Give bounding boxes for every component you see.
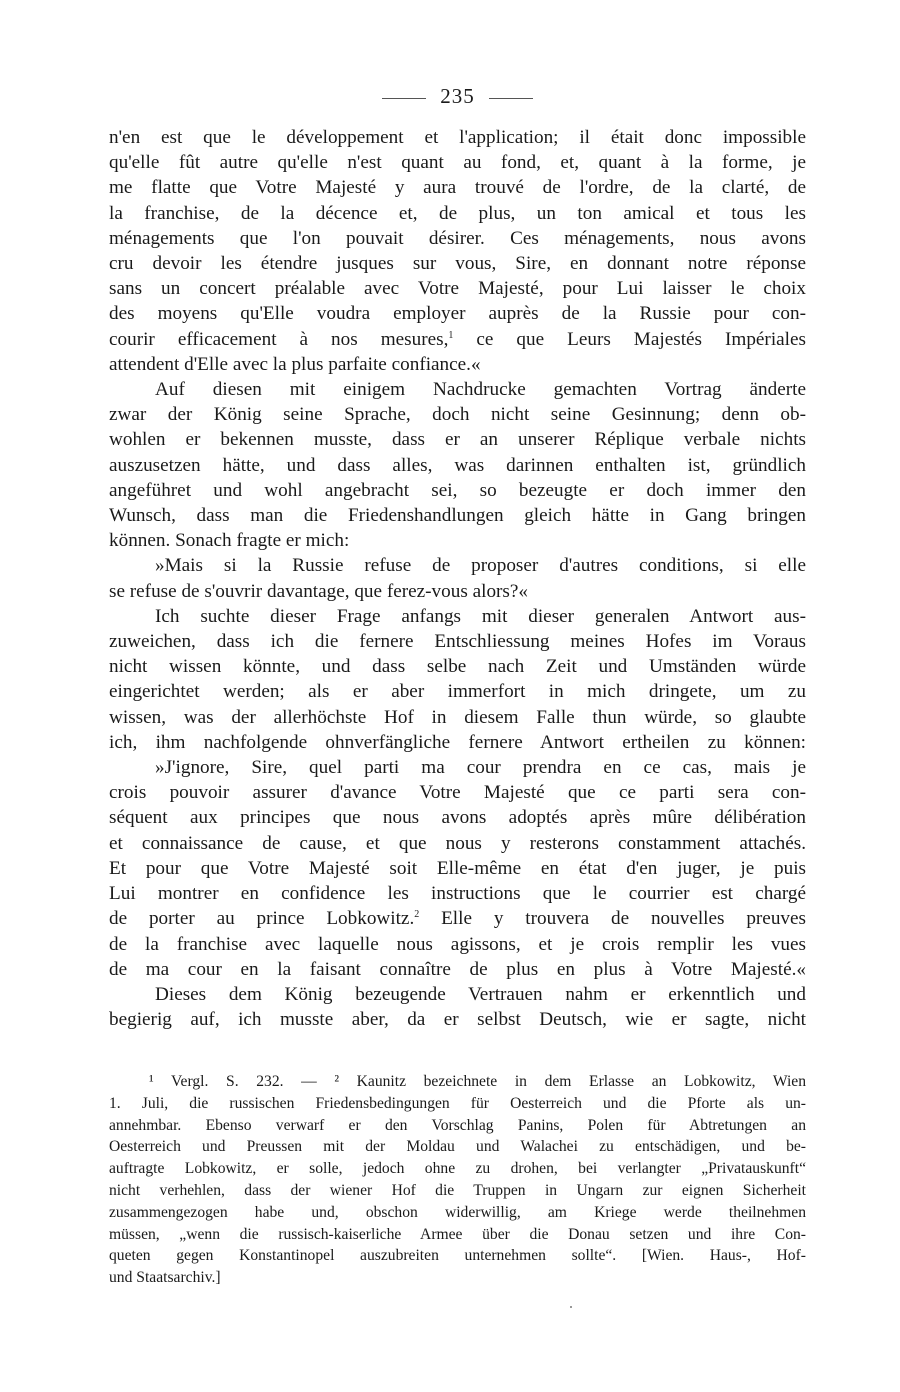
body-line: Ich suchte dieser Frage anfangs mit dieser generalen Antwort aus- [155,605,806,627]
footnote-marker: 1 [448,329,454,341]
page-number: 235 [440,84,475,108]
body-line: n'en est que le développement et l'application; il était donc impossible [109,127,806,148]
body-line: de porter au prince Lobkowitz.$^2$ Elle y trouvera de nouvelles preuves [109,908,806,930]
footnote-line: ¹ Vergl. S. 232. — ² Kaunitz bezeichnete in dem Erlasse an Lobkowitz, Wien [149,1073,806,1090]
body-text [109,125,806,1032]
body-line: des moyens qu'Elle voudra employer auprès de la Russie pour con- [109,303,806,325]
body-line: Auf diesen mit einigem Nachdrucke gemachten Vortrag änderte [155,379,806,401]
footnote-line: und Staatsarchiv.] [109,1269,221,1287]
body-line: ich, ihm nachfolgende ohnverfängliche fernere Antwort ertheilen zu können: [109,731,806,753]
body-line: »Mais si la Russie refuse de proposer d'autres conditions, si elle [155,555,806,577]
body-line: se refuse de s'ouvrir davantage, que ferez-vous alors?« [109,580,529,602]
body-line: sans un concert préalable avec Votre Majesté, pour Lui laisser le choix [109,278,806,300]
body-line: können. Sonach fragte er mich: [109,530,350,552]
body-line: et connaissance de cause, et que nous y resterons constamment attachés. [109,832,806,854]
body-line: ménagements que l'on pouvait désirer. Ces ménagements, nous avons [109,227,806,249]
body-line: wohlen er bekennen musste, dass er an unserer Réplique verbale nichts [109,429,806,451]
page-header [109,84,806,109]
body-line: crois pouvoir assurer d'avance Votre Majesté que ce parti sera con- [109,782,806,804]
body-line: nicht wissen könnte, und dass selbe nach Zeit und Umständen würde [109,656,806,678]
body-line: cru devoir les étendre jusques sur vous, Sire, en donnant notre réponse [109,253,806,275]
body-line: qu'elle fût autre qu'elle n'est quant au fond, et, quant à la forme, je [109,152,806,174]
header-rule-left [382,98,426,99]
body-line: de la franchise avec laquelle nous agissons, et je crois remplir les vues [109,933,806,955]
footnote-line: auftragte Lobkowitz, er solle, jedoch ohne zu drohen, bei verlangter „Privatauskunft“ [109,1160,806,1178]
body-line: zwar der König seine Sprache, doch nicht seine Gesinnung; denn ob- [109,404,806,426]
footnote-line: Oesterreich und Preussen mit der Moldau und Walachei zu entschädigen, und be- [109,1138,806,1156]
footnotes [109,1071,806,1289]
body-line: la franchise, de la décence et, de plus, un ton amical et tous les [109,202,806,224]
body-line: auszusetzen hätte, und dass alles, was darinnen enthalten ist, gründlich [109,454,806,476]
body-line: séquent aux principes que nous avons adoptés après mûre délibération [109,807,806,829]
body-line: Et pour que Votre Majesté soit Elle-même en état d'en juger, je puis [109,857,806,879]
body-line: wissen, was der allerhöchste Hof in diesem Falle thun würde, so glaubte [109,706,806,728]
body-line: Wunsch, dass man die Friedenshandlungen gleich hätte in Gang bringen [109,505,806,527]
body-line: me flatte que Votre Majesté y aura trouvé de l'ordre, de la clarté, de [109,177,806,199]
body-line: Lui montrer en confidence les instructions que le courrier est chargé [109,883,806,905]
footnote-line: queten gegen Konstantinopel auszubreiten unternehmen sollte“. [Wien. Haus-, Hof- [109,1247,806,1265]
body-line: begierig auf, ich musste aber, da er selbst Deutsch, wie er sagte, nicht [109,1009,806,1031]
footnote-line: 1. Juli, die russischen Friedensbedingungen für Oesterreich und die Pforte als un- [109,1094,806,1112]
body-line: Dieses dem König bezeugende Vertrauen nahm er erkenntlich und [155,983,806,1005]
footnote-marker: 2 [414,909,420,921]
body-line: de ma cour en la faisant connaître de plus en plus à Votre Majesté.« [109,958,806,980]
footnote-line: müssen, „wenn die russisch-kaiserliche Armee über die Donau setzen und ihre Con- [109,1225,806,1243]
page [109,84,806,1032]
print-speck [570,1306,572,1308]
footnote-line: annehmbar. Ebenso verwarf er den Vorschlag Panins, Polen für Abtretungen an [109,1116,806,1134]
body-line: courir efficacement à nos mesures,$^1$ ce que Leurs Majestés Impériales [109,328,806,350]
footnote-line: nicht verhehlen, dass der wiener Hof die Truppen in Ungarn zur eignen Sicherheit [109,1181,806,1199]
body-line: attendent d'Elle avec la plus parfaite confiance.« [109,353,481,375]
body-line: eingerichtet werden; als er aber immerfort in mich dringete, um zu [109,681,806,703]
body-line: »J'ignore, Sire, quel parti ma cour prendra en ce cas, mais je [155,757,806,779]
body-line: zuweichen, dass ich die fernere Entschliessung meines Hofes im Voraus [109,631,806,653]
footnote-line: zusammengezogen habe und, obschon widerwillig, am Kriege werde theilnehmen [109,1203,806,1221]
header-rule-right [489,98,533,99]
body-line: angeführet und wohl angebracht sei, so bezeugte er doch immer den [109,479,806,501]
